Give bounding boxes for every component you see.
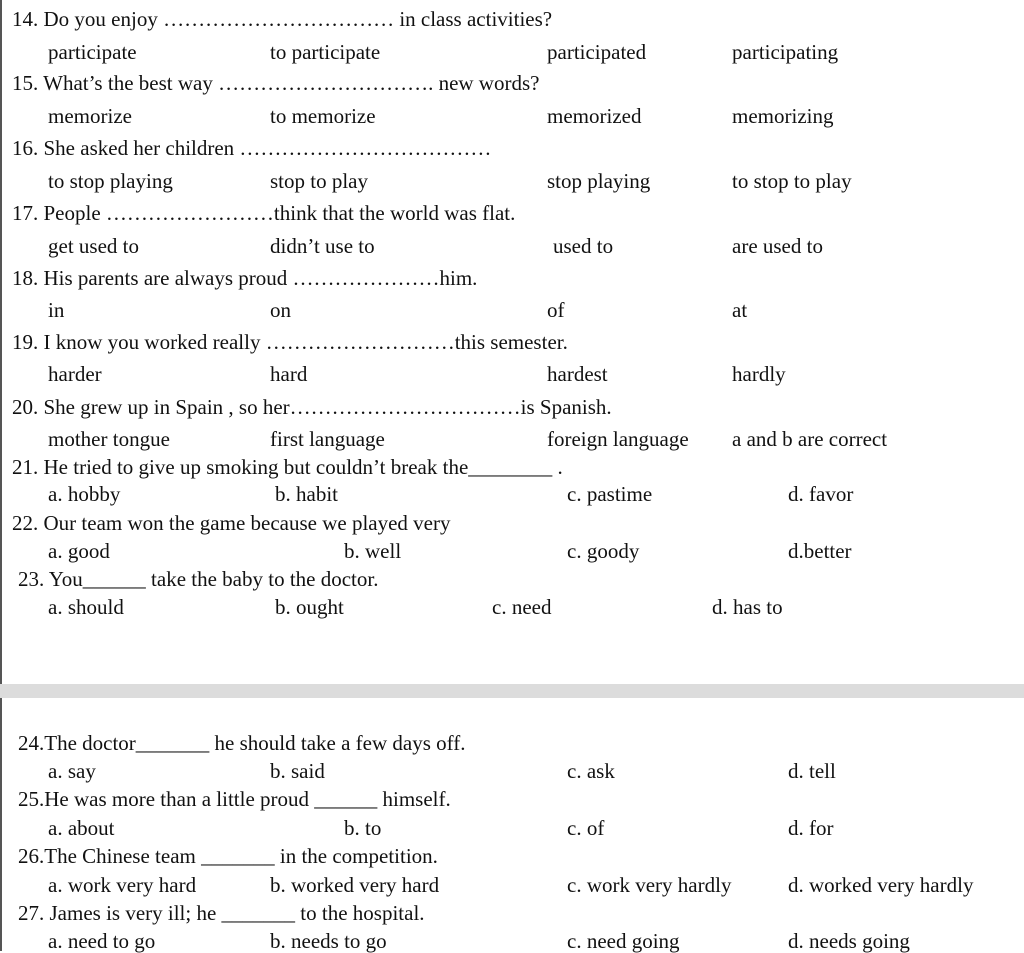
option-a: a. hobby: [48, 482, 121, 506]
option-a: a. work very hard: [48, 873, 197, 897]
question-stem: 19. I know you worked really ………………………this semester.: [12, 330, 568, 354]
option-a: a. need to go: [48, 929, 156, 953]
question-stem: 17. People ……………………think that the world was flat.: [12, 201, 516, 225]
option-b: first language: [270, 427, 385, 451]
option-a: mother tongue: [48, 427, 170, 451]
option-c: foreign language: [547, 427, 689, 451]
option-b: b. ought: [275, 595, 344, 619]
option-a: memorize: [48, 104, 132, 128]
option-c: c. need going: [567, 929, 680, 953]
option-b: b. well: [344, 539, 402, 563]
option-a: a. good: [48, 539, 110, 563]
question-stem: 24.The doctor_______ he should take a few days off.: [18, 731, 466, 755]
option-d: memorizing: [732, 104, 834, 128]
option-a: participate: [48, 40, 137, 64]
option-b: on: [270, 298, 291, 322]
question-stem: 21. He tried to give up smoking but couldn’t break the________ .: [12, 455, 563, 479]
option-b: to participate: [270, 40, 381, 64]
option-d: d. has to: [712, 595, 783, 619]
option-b: b. habit: [275, 482, 338, 506]
option-b: stop to play: [270, 169, 368, 193]
option-c: stop playing: [547, 169, 651, 193]
option-c: c. work very hardly: [567, 873, 732, 897]
option-b: to memorize: [270, 104, 376, 128]
option-a: a. should: [48, 595, 124, 619]
option-d: are used to: [732, 234, 823, 258]
question-stem: 16. She asked her children ………………………………: [12, 136, 492, 160]
option-b: didn’t use to: [270, 234, 375, 258]
option-d: d. tell: [788, 759, 836, 783]
option-d: d. for: [788, 816, 834, 840]
option-c: participated: [547, 40, 647, 64]
option-d: a and b are correct: [732, 427, 888, 451]
option-b: b. worked very hard: [270, 873, 440, 897]
page-separator: [0, 684, 1024, 698]
option-a: a. about: [48, 816, 115, 840]
question-stem: 15. What’s the best way …………………………. new words?: [12, 71, 540, 95]
option-c: c. need: [492, 595, 552, 619]
option-c: used to: [553, 234, 614, 258]
option-a: in: [48, 298, 65, 322]
option-d: d. worked very hardly: [788, 873, 974, 897]
option-b: hard: [270, 362, 308, 386]
option-a: to stop playing: [48, 169, 173, 193]
option-c: hardest: [547, 362, 608, 386]
option-d: d. needs going: [788, 929, 910, 953]
option-d: at: [732, 298, 748, 322]
question-stem: 27. James is very ill; he _______ to the hospital.: [18, 901, 425, 925]
option-a: get used to: [48, 234, 139, 258]
option-a: a. say: [48, 759, 96, 783]
option-d: participating: [732, 40, 839, 64]
option-b: b. to: [344, 816, 382, 840]
question-stem: 25.He was more than a little proud ______ himself.: [18, 787, 451, 811]
option-d: hardly: [732, 362, 786, 386]
question-stem: 26.The Chinese team _______ in the competition.: [18, 844, 438, 868]
question-stem: 18. His parents are always proud …………………him.: [12, 266, 478, 290]
worksheet-page-2: [0, 698, 1024, 951]
option-d: d. favor: [788, 482, 854, 506]
option-b: b. said: [270, 759, 325, 783]
option-b: b. needs to go: [270, 929, 387, 953]
question-stem: 22. Our team won the game because we played very: [12, 511, 451, 535]
option-c: c. pastime: [567, 482, 653, 506]
question-stem: 23. You______ take the baby to the doctor.: [18, 567, 379, 591]
option-c: c. of: [567, 816, 605, 840]
option-c: of: [547, 298, 565, 322]
option-c: memorized: [547, 104, 642, 128]
option-d: to stop to play: [732, 169, 852, 193]
option-c: c. ask: [567, 759, 615, 783]
option-a: harder: [48, 362, 102, 386]
question-stem: 20. She grew up in Spain , so her……………………………is Spanish.: [12, 395, 612, 419]
option-c: c. goody: [567, 539, 640, 563]
option-d: d.better: [788, 539, 852, 563]
question-stem: 14. Do you enjoy …………………………… in class activities?: [12, 7, 553, 31]
